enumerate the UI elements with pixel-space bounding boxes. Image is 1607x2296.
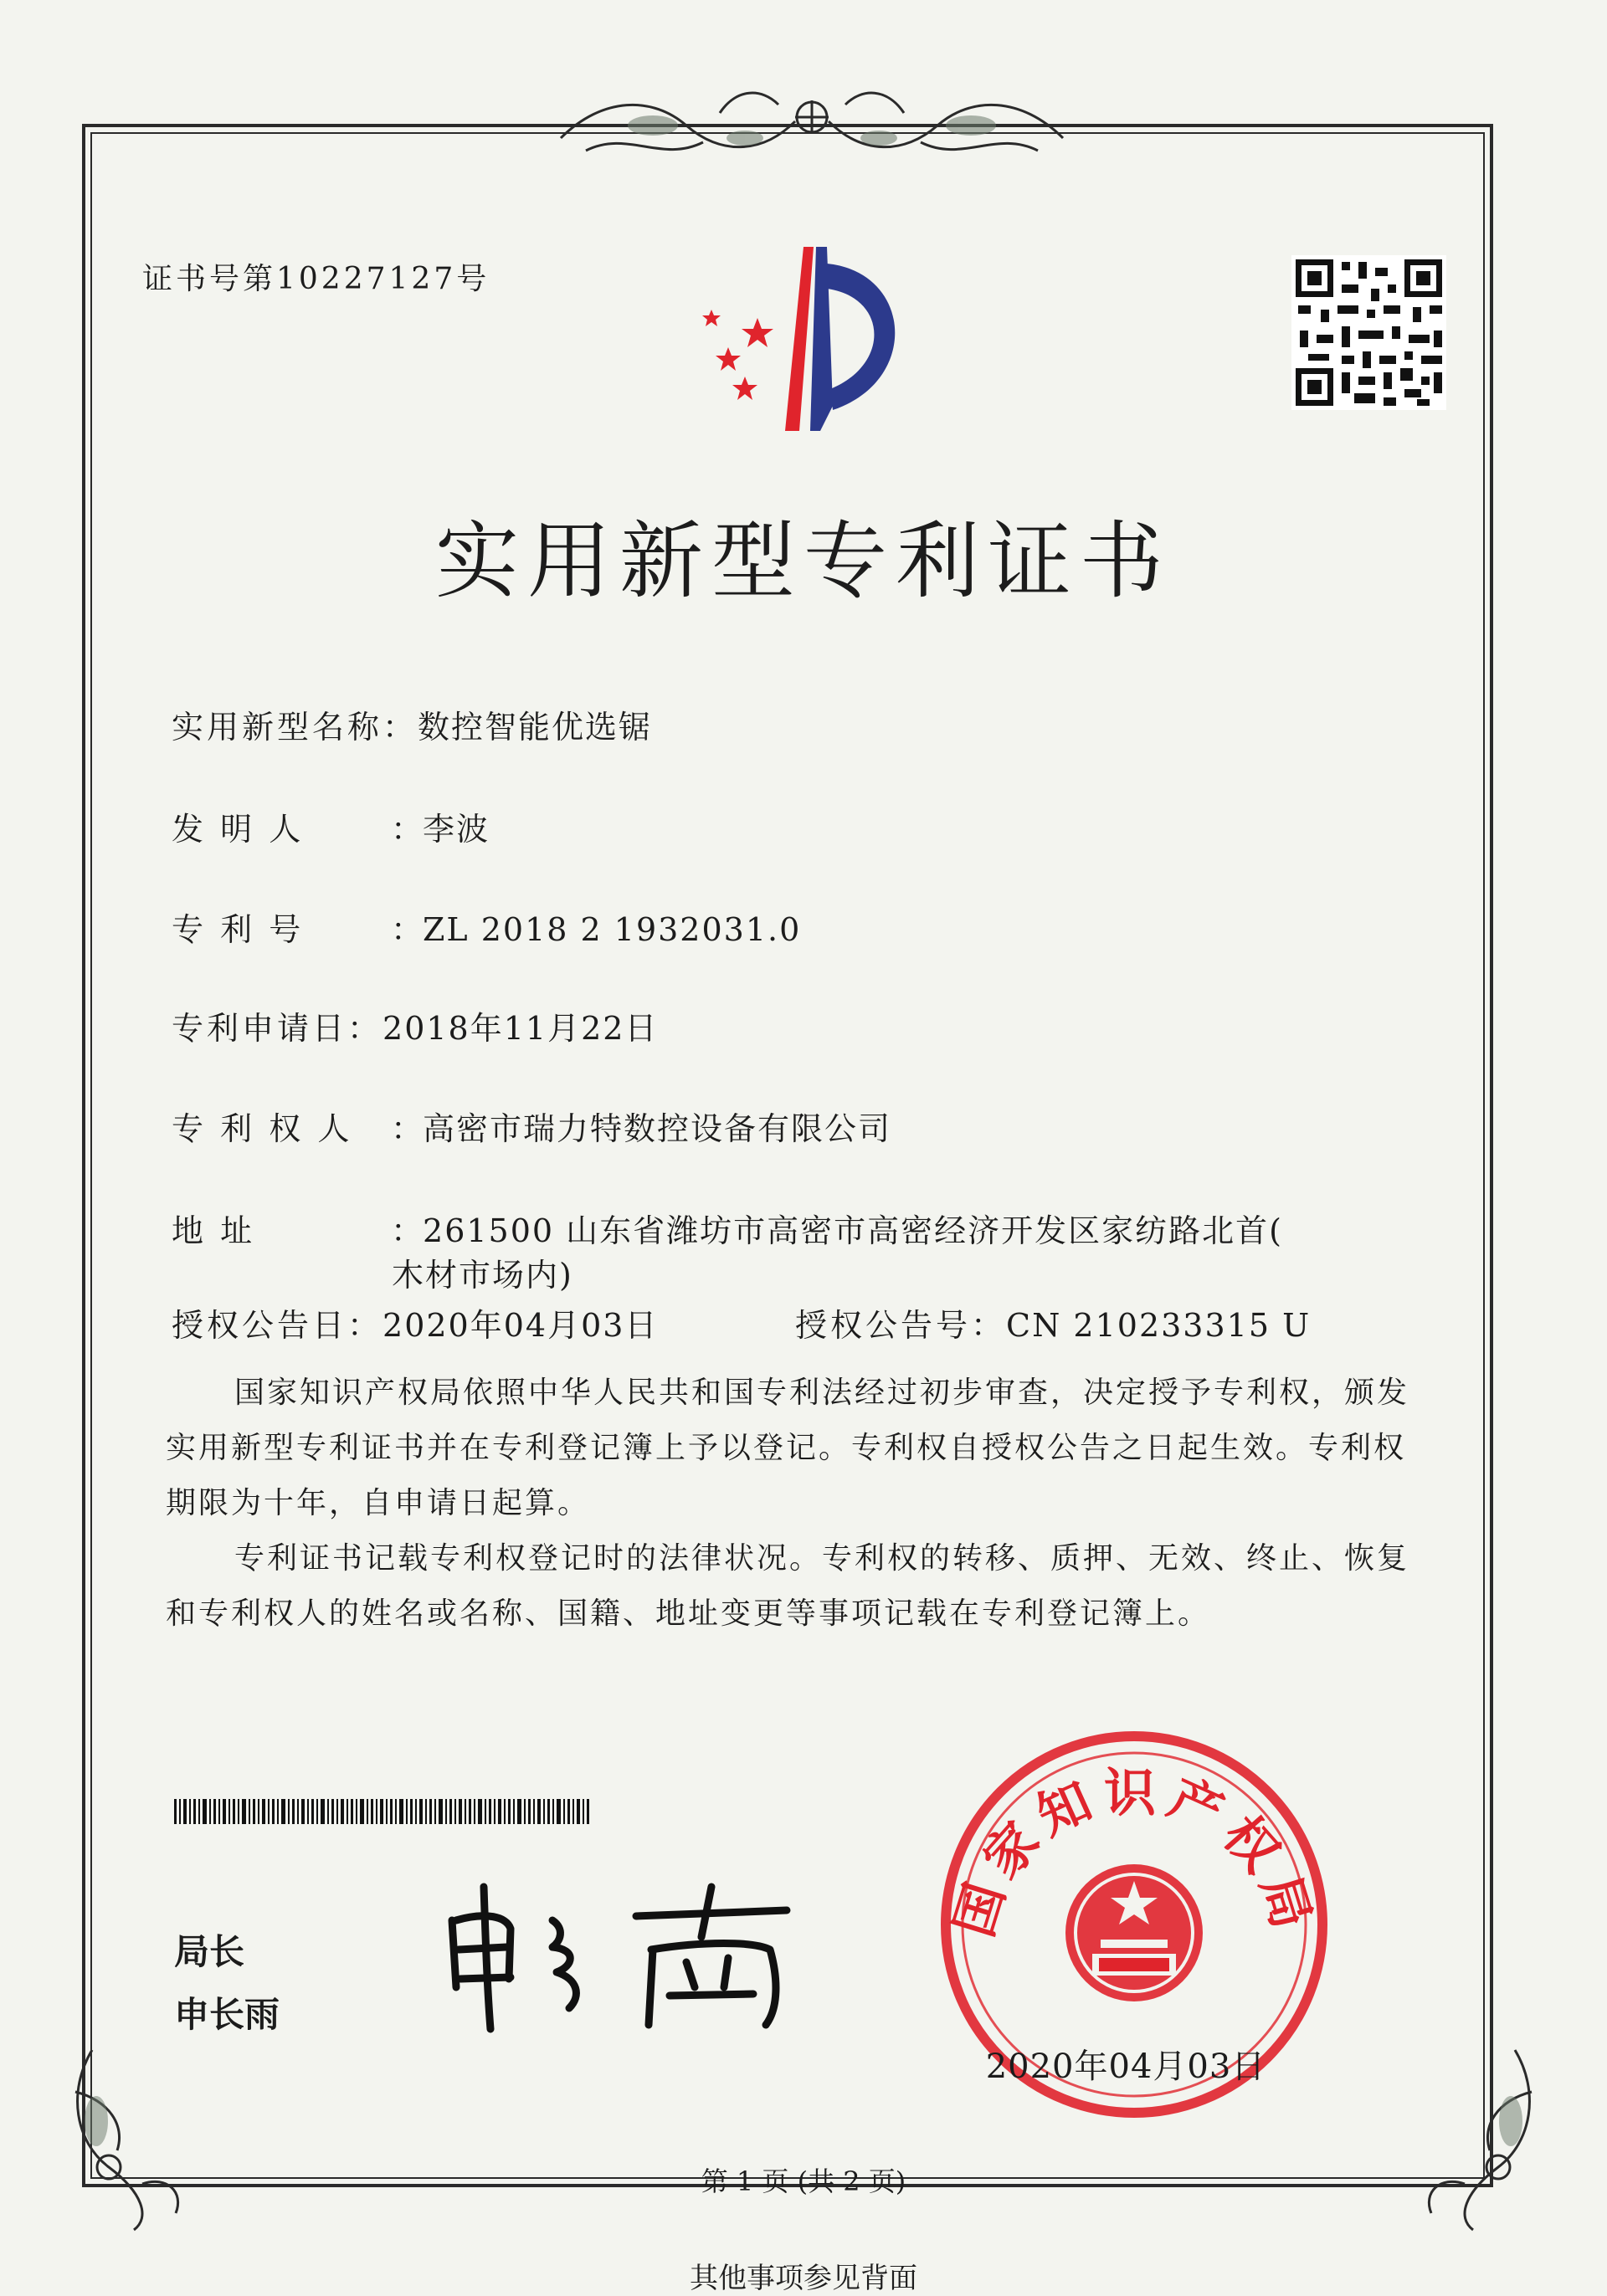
field-grant-date (172, 1299, 658, 1345)
patentee-colon: ： (391, 1110, 424, 1147)
seal-text: 国家知识产权局 (942, 1762, 1326, 1944)
inventor-colon: ： (391, 811, 424, 848)
grant-number-label: 授权公告号： (795, 1307, 1007, 1344)
field-address (172, 1205, 1283, 1251)
patentee-value: 高密市瑞力特数控设备有限公司 (423, 1110, 892, 1147)
address-line-2: 木材市场内) (392, 1257, 573, 1294)
field-utility-name (172, 701, 652, 747)
patent-number-label-char: 利 (220, 911, 256, 948)
address-line-1: 261500 山东省潍坊市高密市高密经济开发区家纺路北首( (423, 1212, 1283, 1249)
inventor-label-char: 明 (220, 811, 256, 848)
patent-number-colon: ： (391, 911, 424, 948)
address-colon: ： (391, 1212, 424, 1249)
patent-number-label (172, 904, 391, 950)
cnipa-logo-icon (678, 238, 929, 439)
patentee-label-char: 权 (269, 1110, 305, 1147)
grant-date-label: 授权公告日： (172, 1307, 383, 1344)
address-label-char: 址 (220, 1212, 256, 1249)
grant-number-value: CN 210233315 U (1006, 1307, 1312, 1344)
field-grant-number (795, 1299, 1311, 1345)
address-label (172, 1205, 391, 1251)
footer-note: 其他事项参见背面 (690, 2262, 917, 2295)
certificate-number: 证书号第10227127号 (142, 262, 490, 296)
barcode (174, 1799, 593, 1824)
corner-ornament-right (1406, 2042, 1548, 2234)
national-emblem-icon (1065, 1864, 1203, 2007)
field-patentee (172, 1103, 891, 1149)
patent-number-label-char: 号 (269, 911, 305, 948)
patent-number-value: ZL 2018 2 1932031.0 (423, 911, 802, 948)
patentee-label-char: 利 (220, 1110, 256, 1147)
corner-ornament-left (59, 2042, 201, 2234)
filing-date-label: 专利申请日： (172, 1010, 383, 1047)
signer-title: 局长 (174, 1931, 245, 1972)
address-label-char: 地 (172, 1212, 208, 1249)
patentee-label (172, 1103, 391, 1149)
utility-name-value: 数控智能优选锯 (418, 709, 653, 746)
legal-paragraph-1: 国家知识产权局依照中华人民共和国专利法经过初步审查，决定授予专利权，颁发实用新型专利证书并在专利登记簿上予以登记。专利权自授权公告之日起生效。专利权期限为十年，自申请日起算。 (166, 1376, 1410, 1520)
inventor-label-char: 人 (269, 811, 305, 848)
patent-number-label-char: 专 (172, 911, 208, 948)
patentee-label-char: 人 (317, 1110, 353, 1147)
seal-date: 2020年04月03日 (985, 2047, 1266, 2086)
legal-paragraph-2: 专利证书记载专利权登记时的法律状况。专利权的转移、质押、无效、终止、恢复和专利权人的姓名或名称、国籍、地址变更等事项记载在专利登记簿上。 (166, 1541, 1410, 1631)
top-ornament (552, 79, 1071, 172)
patentee-label-char: 专 (172, 1110, 208, 1147)
inventor-label (172, 803, 391, 849)
filing-date-value: 2018年11月22日 (382, 1010, 659, 1047)
signer-name: 申长雨 (174, 1994, 280, 2035)
utility-name-label: 实用新型名称： (172, 709, 418, 746)
certificate-title: 实用新型专利证书 (435, 512, 1172, 610)
handwritten-signature (435, 1870, 804, 2037)
field-inventor (172, 803, 490, 849)
field-address-cont (392, 1249, 573, 1295)
page-number: 第 1 页 (共 2 页) (701, 2165, 906, 2197)
legal-text (166, 1366, 1421, 1642)
qr-code[interactable] (1291, 255, 1446, 410)
inventor-value: 李波 (423, 811, 490, 848)
grant-date-value: 2020年04月03日 (382, 1307, 659, 1344)
field-patent-number (172, 904, 801, 950)
inventor-label-char: 发 (172, 811, 208, 848)
field-filing-date (172, 1002, 658, 1048)
